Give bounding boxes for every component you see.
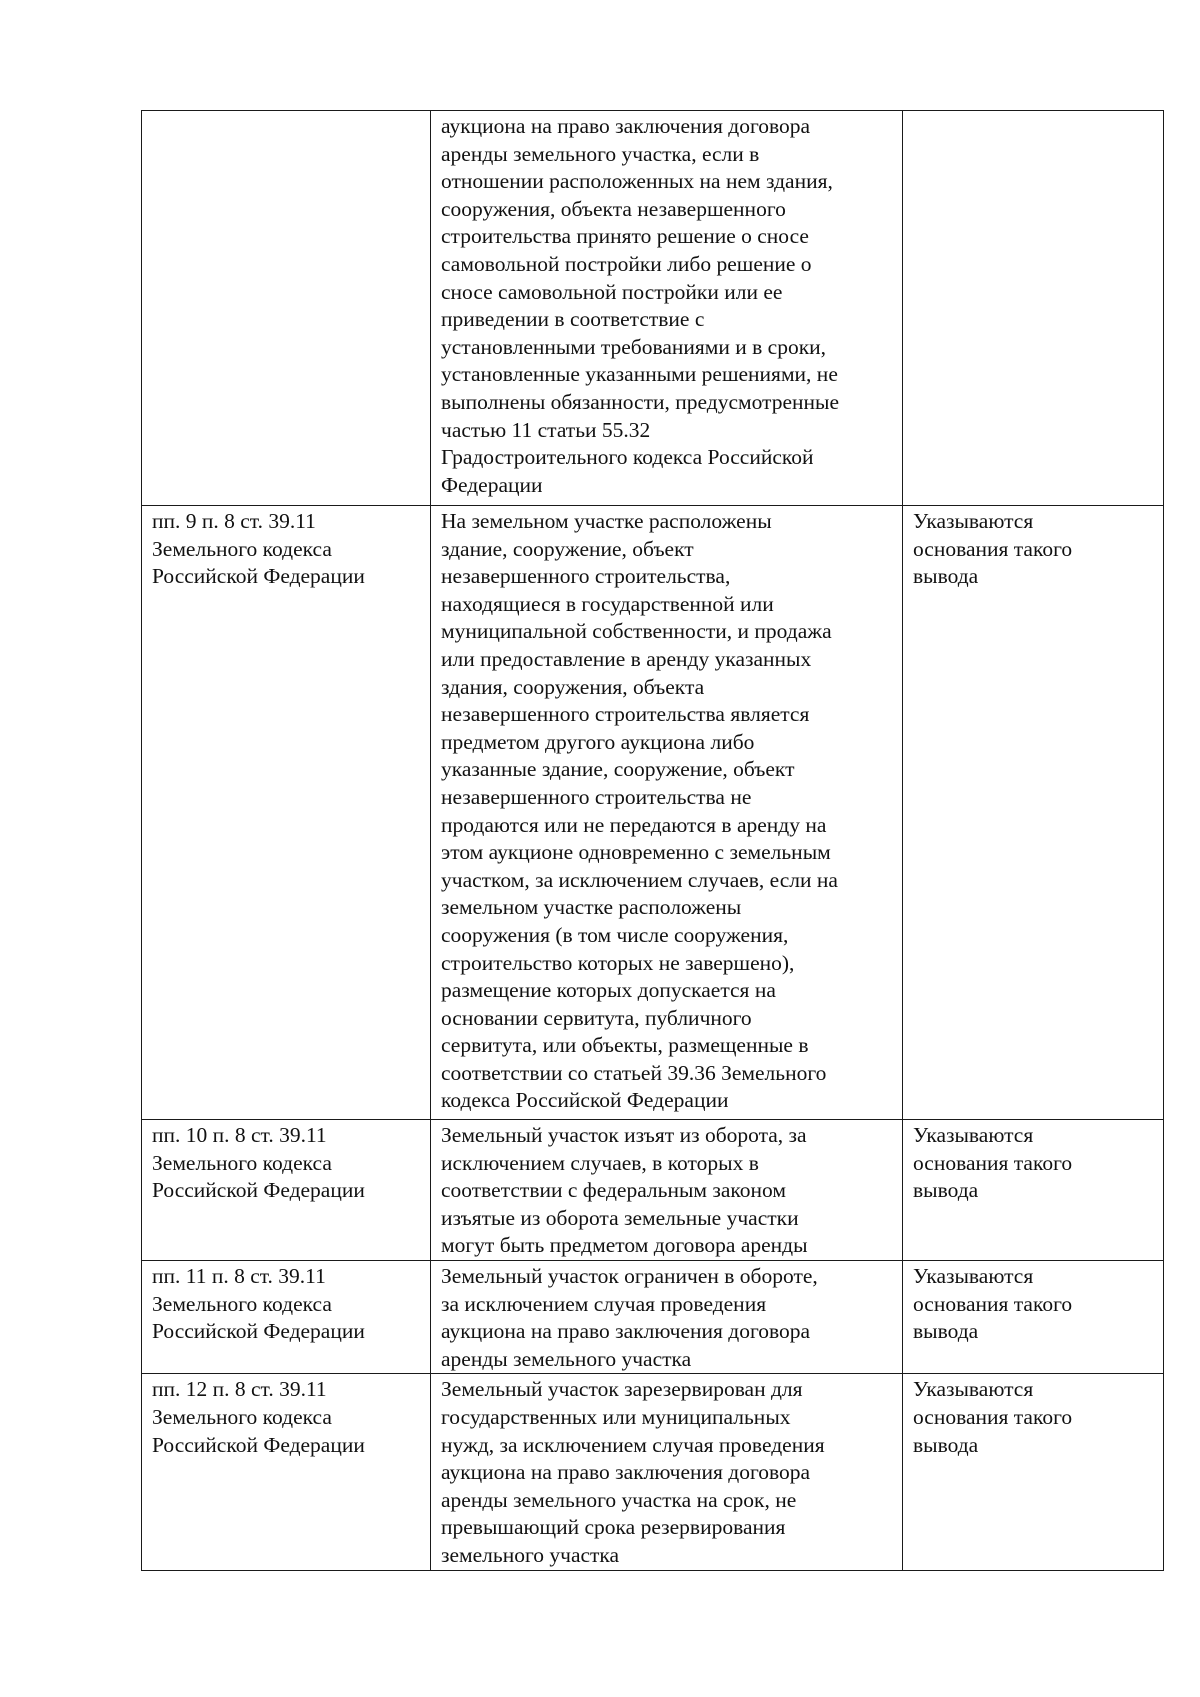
condition-text: На земельном участке расположены здание, сооружение, объект незавершенного строительства, находящиеся в государственной или муниципальной собственности, и продажа или предоставление в аренду указанных здания, сооружения, объекта незавершенного строительства является предметом другого аукциона либо указанные здание, сооружение, объект незавершенного строительства не продаются или не передаются в аренду на этом аукционе одновременно с земельным участком, за исключением случаев, если на земельном участке расположены сооружения (в том числе сооружения, строительство которых не завершено), размещение которых допускается на основании сервитута, публичного сервитута, или объекты, размещенные в соответствии со статьей 39.36 Земельного кодекса Российской Федерации	[441, 509, 838, 1113]
table-row	[142, 1120, 1164, 1261]
table-row	[142, 111, 1164, 506]
condition-cell	[431, 1374, 903, 1571]
condition-cell	[431, 1120, 903, 1261]
note-text: Указываются основания такого вывода	[913, 509, 1073, 589]
note-text: Указываются основания такого вывода	[913, 1377, 1073, 1457]
condition-text: Земельный участок ограничен в обороте, за исключением случая проведения аукциона на право заключения договора аренды земельного участка	[441, 1264, 818, 1371]
condition-text: аукциона на право заключения договора аренды земельного участка, если в отношении расположенных на нем здания, сооружения, объекта незавершенного строительства принято решение о сносе самовольной постройки либо решение о сносе самовольной постройки или ее приведении в соответствие с установленными требованиями и в сроки, установленные указанными решениями, не выполнены обязанности, предусмотренные частью 11 статьи 55.32 Градостроительного кодекса Российской Федерации	[441, 114, 840, 497]
note-cell	[903, 1261, 1164, 1374]
note-cell	[903, 1374, 1164, 1571]
article-cell	[142, 111, 431, 506]
note-text: Указываются основания такого вывода	[913, 1123, 1073, 1203]
condition-cell	[431, 111, 903, 506]
article-text: пп. 12 п. 8 ст. 39.11 Земельного кодекса Российской Федерации	[152, 1377, 365, 1457]
article-text: пп. 9 п. 8 ст. 39.11 Земельного кодекса Российской Федерации	[152, 509, 365, 589]
article-cell	[142, 1374, 431, 1571]
note-cell	[903, 111, 1164, 506]
grounds-table	[141, 110, 1164, 1571]
note-cell	[903, 1120, 1164, 1261]
condition-cell	[431, 1261, 903, 1374]
article-text: пп. 10 п. 8 ст. 39.11 Земельного кодекса Российской Федерации	[152, 1123, 365, 1203]
article-text: пп. 11 п. 8 ст. 39.11 Земельного кодекса Российской Федерации	[152, 1264, 365, 1344]
table-row	[142, 506, 1164, 1120]
condition-text: Земельный участок изъят из оборота, за исключением случаев, в которых в соответствии с федеральным законом изъятые из оборота земельные участки могут быть предметом договора аренды	[441, 1123, 808, 1258]
note-text: Указываются основания такого вывода	[913, 1264, 1073, 1344]
article-cell	[142, 1120, 431, 1261]
article-cell	[142, 506, 431, 1120]
condition-cell	[431, 506, 903, 1120]
table-row	[142, 1261, 1164, 1374]
table-row	[142, 1374, 1164, 1571]
note-cell	[903, 506, 1164, 1120]
condition-text: Земельный участок зарезервирован для государственных или муниципальных нужд, за исключением случая проведения аукциона на право заключения договора аренды земельного участка на срок, не превышающий срока резервирования земельного участка	[441, 1377, 825, 1567]
article-cell	[142, 1261, 431, 1374]
